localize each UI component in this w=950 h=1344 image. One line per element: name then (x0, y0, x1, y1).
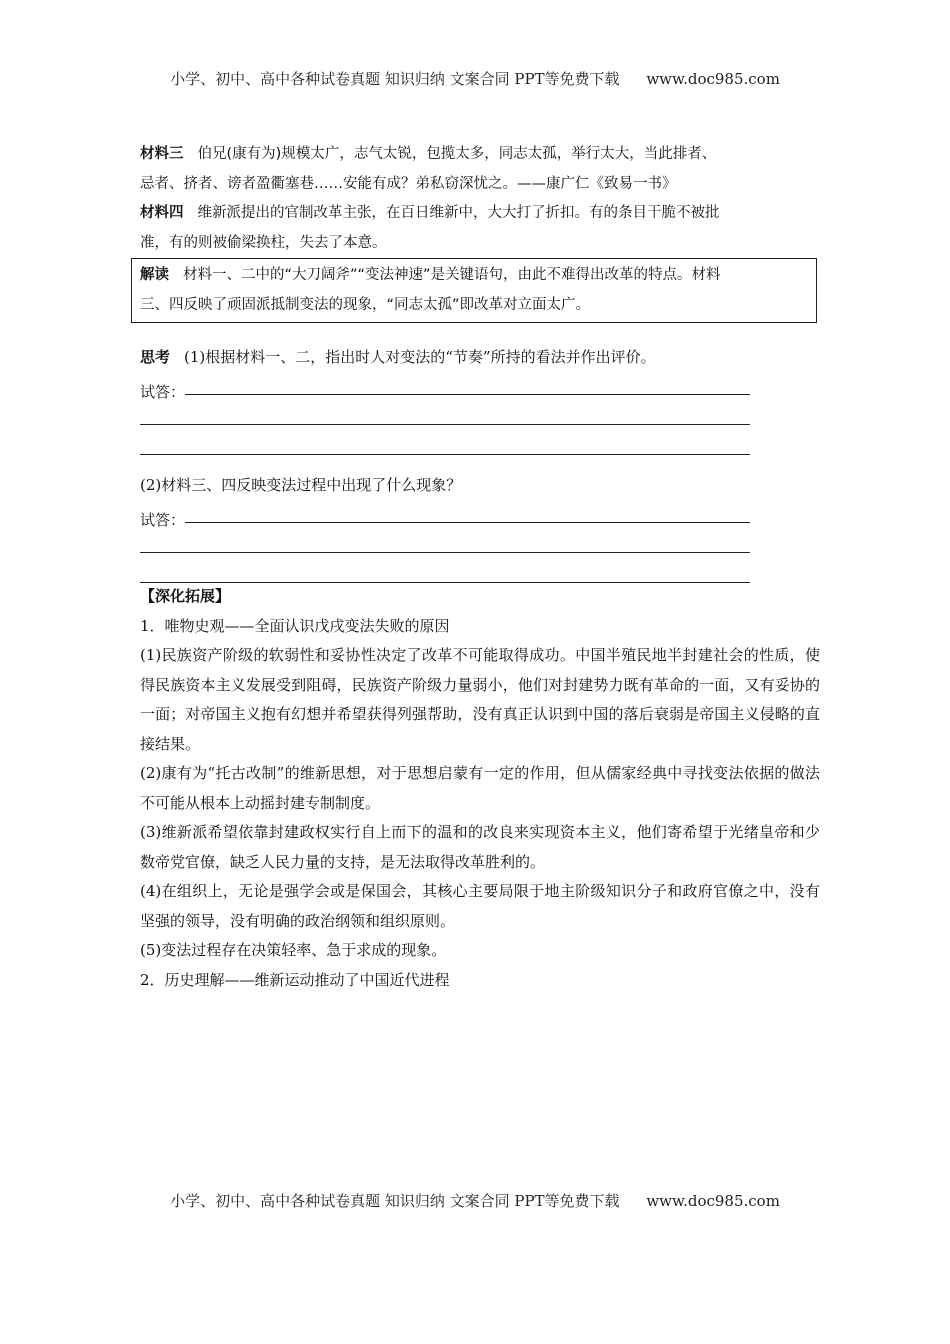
analysis-line-2: 三、四反映了顽固派抵制变法的现象，“同志太孤”即改革对立面太广。 (140, 296, 591, 313)
extension-subtitle-1: 1．唯物史观——全面认识戊戌变法失败的原因 (140, 616, 450, 635)
material-3-tag: 材料三 (140, 146, 184, 162)
extension-point-5: (5)变法过程存在决策轻率、急于求成的现象。 (140, 941, 447, 959)
think-section (140, 342, 750, 590)
materials-section (140, 140, 820, 258)
material-4 (140, 199, 820, 229)
question-1 (140, 342, 750, 372)
page-footer (0, 1190, 950, 1211)
answer-2-line-1[interactable] (140, 500, 750, 530)
material-4-cont: 准，有的则被偷梁换柱，失去了本意。 (140, 234, 387, 251)
extension-point-1: (1)民族资产阶级的软弱性和妥协性决定了改革不可能取得成功。中国半殖民地半封建社会的性质，使得民族资本主义发展受到阻碍，民族资产阶级力量弱小，他们对封建势力既有革命的一面，又有妥协的一面；对帝国主义抱有幻想并希望获得列强帮助，没有真正认识到中国的落后衰弱是帝国主义侵略的直接结果。 (140, 646, 820, 753)
extension-point-3: (3)维新派希望依靠封建政权实行自上而下的温和的改良来实现资本主义，他们寄希望于光绪皇帝和少数帝党官僚，缺乏人民力量的支持，是无法取得改革胜利的。 (140, 823, 820, 871)
analysis-line-1 (140, 261, 808, 291)
material-4-text-a: 维新派提出的官制改革主张，在百日维新中，大大打了折扣。有的条目干脆不被批 (197, 205, 720, 221)
header-text: 小学、初中、高中各种试卷真题 知识归纳 文案合同 PPT等免费下载 (170, 70, 620, 88)
answer-1-line-1[interactable] (140, 372, 750, 402)
think-tag: 思考 (140, 348, 171, 366)
header-url[interactable]: www.doc985.com (646, 70, 780, 88)
extension-subtitle-2: 2．历史理解——维新运动推动了中国近代进程 (140, 970, 450, 989)
material-3-cont: 忌者、挤者、谤者盈衢塞巷……安能有成？弟私窃深忧之。——康广仁《致易一书》 (140, 175, 677, 192)
extension-title: 【深化拓展】 (140, 587, 231, 605)
extension-section (140, 582, 820, 995)
extension-point-2: (2)康有为“托古改制”的维新思想，对于思想启蒙有一定的作用，但从儒家经典中寻找变法依据的做法不可能从根本上动摇封建专制制度。 (140, 764, 820, 812)
analysis-tag: 解读 (140, 267, 169, 283)
answer-1-line-2[interactable] (140, 402, 750, 432)
footer-url[interactable]: www.doc985.com (646, 1192, 780, 1210)
answer-2-label: 试答： (140, 511, 186, 529)
material-3-text-a: 伯兄(康有为)规模太广，志气太锐，包揽太多，同志太孤，举行太大，当此排者、 (197, 146, 717, 162)
extension-point-4: (4)在组织上，无论是强学会或是保国会，其核心主要局限于地主阶级知识分子和政府官僚之中，没有坚强的领导，没有明确的政治纲领和组织原则。 (140, 882, 820, 930)
question-2: (2)材料三、四反映变法过程中出现了什么现象？ (140, 476, 462, 494)
answer-1-line-3[interactable] (140, 432, 750, 462)
analysis-text-a: 材料一、二中的“大刀阔斧”“变法神速”是关键语句，由此不难得出改革的特点。材料 (183, 267, 721, 283)
material-3 (140, 140, 820, 170)
footer-text: 小学、初中、高中各种试卷真题 知识归纳 文案合同 PPT等免费下载 (170, 1192, 620, 1210)
analysis-box (131, 258, 817, 323)
material-4-tag: 材料四 (140, 205, 184, 221)
answer-1-label: 试答： (140, 383, 186, 401)
answer-2-line-2[interactable] (140, 530, 750, 560)
question-1-text: (1)根据材料一、二，指出时人对变法的“节奏”所持的看法并作出评价。 (184, 348, 656, 366)
page-header (0, 68, 950, 89)
